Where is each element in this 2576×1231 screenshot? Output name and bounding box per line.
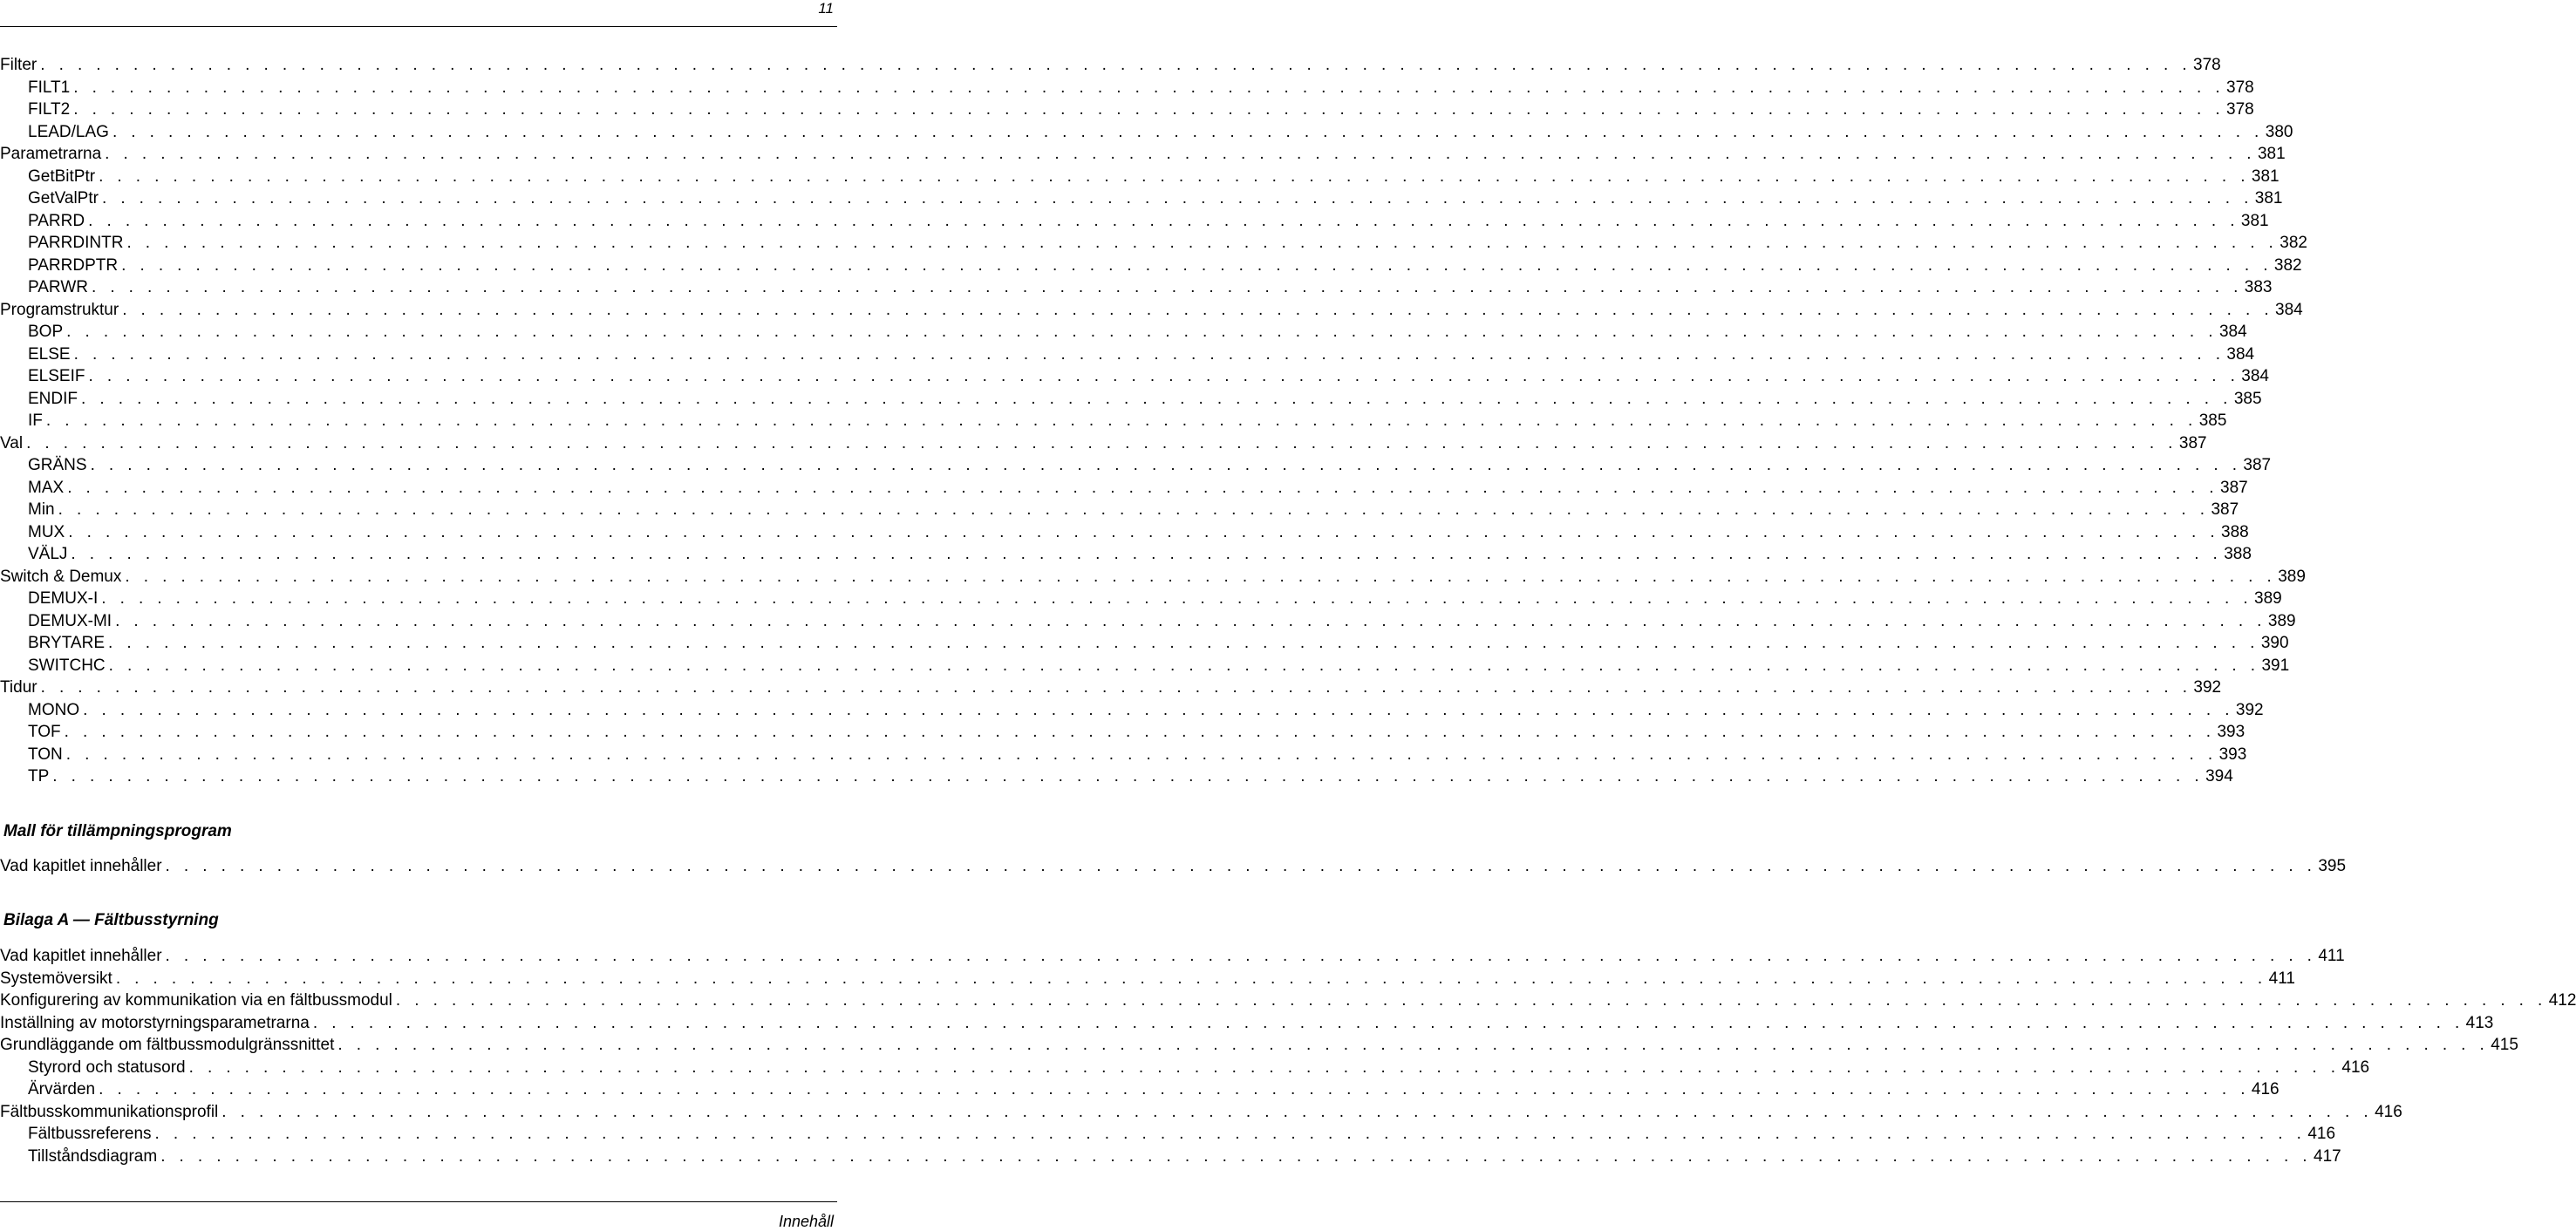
toc-entry[interactable] xyxy=(0,677,2222,699)
toc-entry[interactable] xyxy=(0,121,2293,144)
toc-entry-page: 378 xyxy=(2226,100,2254,119)
toc-entry-page: 381 xyxy=(2240,211,2269,230)
toc-entry-page: 389 xyxy=(2267,611,2296,630)
toc-bilaga-list xyxy=(0,945,2576,1167)
toc-entry-page: 412 xyxy=(2548,991,2576,1010)
toc-entry-title: PARRDPTR xyxy=(28,255,119,275)
toc-entry-page: 415 xyxy=(2491,1036,2518,1054)
toc-entry[interactable] xyxy=(0,1012,2494,1035)
toc-entry-title: PARRDINTR xyxy=(28,234,124,252)
toc-leader-dots: . . . . . . . . . . . . . . . . . . . . . . . . . . . . . . . . . . . . . . . . . . . . . . . . . . . . . . . . . . . . . . . . . . . . . . . . . . . . . . . . . . . . . . . . . . . . . . . . . . . . . . . . . . . . . . . . . . . . xyxy=(312,1013,2464,1032)
toc-entry-title: Fältbusskommunikationsprofil xyxy=(0,1102,219,1121)
toc-entry[interactable] xyxy=(0,855,2347,878)
toc-entry-page: 382 xyxy=(2273,255,2302,275)
toc-leader-dots: . . . . . . . . . . . . . . . . . . . . . . . . . . . . . . . . . . . . . . . . . . . . . . . . . . . . . . . . . . . . . . . . . . . . . . . . . . . . . . . . . . . . . . . . . . . . . . . . . . . . . . . . . . . . . . . . . . . . xyxy=(99,167,2250,186)
toc-entry-title: Min xyxy=(28,500,55,519)
toc-entry-title: Tidur xyxy=(0,678,37,697)
toc-leader-dots: . . . . . . . . . . . . . . . . . . . . . . . . . . . . . . . . . . . . . . . . . . . . . . . . . . . . . . . . . . . . . . . . . . . . . . . . . . . . . . . . . . . . . . . . . . . . . . . . . . . . . . . . . . . . . . . . . . . . xyxy=(73,100,2225,119)
toc-entry[interactable] xyxy=(0,1101,2402,1124)
toc-entry-page: 387 xyxy=(2243,456,2272,474)
toc-entry[interactable] xyxy=(0,187,2283,210)
toc-entry-title: Ärvärden xyxy=(28,1080,96,1098)
toc-leader-dots: . . . . . . . . . . . . . . . . . . . . . . . . . . . . . . . . . . . . . . . . . . . . . . . . . . . . . . . . . . . . . . . . . . . . . . . . . . . . . . . . . . . . . . . . . . . . . . . . . . . . . . . . . . . . . . . . . . . . xyxy=(105,145,2256,163)
toc-leader-dots: . . . . . . . . . . . . . . . . . . . . . . . . . . . . . . . . . . . . . . . . . . . . . . . . . . . . . . . . . . . . . . . . . . . . . . . . . . . . . . . . . . . . . . . . . . . . . . . . . . . . . . . . . . . . . . . . . . . . xyxy=(81,389,2232,408)
toc-entry[interactable] xyxy=(0,343,2255,366)
toc-entry-title: Filter xyxy=(0,56,37,74)
toc-entry-page: 413 xyxy=(2465,1013,2494,1032)
toc-entry[interactable] xyxy=(0,232,2307,255)
toc-entry-page: 381 xyxy=(2257,145,2286,163)
toc-leader-dots: . . . . . . . . . . . . . . . . . . . . . . . . . . . . . . . . . . . . . . . . . . . . . . . . . . . . . . . . . . . . . . . . . . . . . . . . . . . . . . . . . . . . . . . . . . . . . . . . . . . . . . . . . . . . . . . . . . . . xyxy=(83,700,2234,719)
toc-leader-dots: . . . . . . . . . . . . . . . . . . . . . . . . . . . . . . . . . . . . . . . . . . . . . . . . . . . . . . . . . . . . . . . . . . . . . . . . . . . . . . . . . . . . . . . . . . . . . . . . . . . . . . . . . . . . . . . . . . . . xyxy=(40,56,2192,74)
toc-entry-page: 393 xyxy=(2218,745,2247,764)
toc-leader-dots: . . . . . . . . . . . . . . . . . . . . . . . . . . . . . . . . . . . . . . . . . . . . . . . . . . . . . . . . . . . . . . . . . . . . . . . . . . . . . . . . . . . . . . . . . . . . . . . . . . . . . . . . . . . . . . . . . . . . xyxy=(221,1102,2374,1121)
toc-entry-title: Styrord och statusord xyxy=(28,1058,186,1077)
toc-entry-title: Val xyxy=(0,433,24,452)
toc-entry[interactable] xyxy=(0,588,2282,610)
toc-entry-page: 387 xyxy=(2178,433,2207,452)
toc-entry-title: Systemöversikt xyxy=(0,969,112,988)
toc-leader-dots: . . . . . . . . . . . . . . . . . . . . . . . . . . . . . . . . . . . . . . . . . . . . . . . . . . . . . . . . . . . . . . . . . . . . . . . . . . . . . . . . . . . . . . . . . . . . . . . . . . . . . . . . . . . . . . . . . . . . xyxy=(73,78,2225,97)
toc-entry[interactable] xyxy=(0,299,2303,322)
toc-entry-title: IF xyxy=(28,411,43,430)
toc-entry-page: 392 xyxy=(2193,678,2222,697)
footer-label: Innehåll xyxy=(778,1213,834,1230)
toc-entry-page: 384 xyxy=(2275,300,2303,319)
toc-entry-title: MAX xyxy=(28,478,65,497)
toc-leader-dots: . . . . . . . . . . . . . . . . . . . . . . . . . . . . . . . . . . . . . . . . . . . . . . . . . . . . . . . . . . . . . . . . . . . . . . . . . . . . . . . . . . . . . . . . . . . . . . . . . . . . . . . . . . . . . . . . . . . . xyxy=(91,278,2243,296)
toc-entry[interactable] xyxy=(0,388,2262,411)
toc-entry[interactable] xyxy=(0,521,2249,544)
toc-leader-dots: . . . . . . . . . . . . . . . . . . . . . . . . . . . . . . . . . . . . . . . . . . . . . . . . . . . . . . . . . . . . . . . . . . . . . . . . . . . . . . . . . . . . . . . . . . . . . . . . . . . . . . . . . . . . . . . . . . . . xyxy=(66,323,2218,341)
toc-leader-dots: . . . . . . . . . . . . . . . . . . . . . . . . . . . . . . . . . . . . . . . . . . . . . . . . . . . . . . . . . . . . . . . . . . . . . . . . . . . . . . . . . . . . . . . . . . . . . . . . . . . . . . . . . . . . . . . . . . . . xyxy=(67,478,2218,497)
toc-entry[interactable] xyxy=(0,1034,2518,1057)
toc-entry-title: Vad kapitlet innehåller xyxy=(0,947,162,965)
toc-entry-page: 389 xyxy=(2278,567,2306,586)
toc-entry-title: MONO xyxy=(28,700,80,719)
toc-entry-page: 390 xyxy=(2260,634,2289,652)
toc-entry-title: GetValPtr xyxy=(28,189,99,207)
toc-entry-page: 411 xyxy=(2268,969,2295,988)
toc-leader-dots: . . . . . . . . . . . . . . . . . . . . . . . . . . . . . . . . . . . . . . . . . . . . . . . . . . . . . . . . . . . . . . . . . . . . . . . . . . . . . . . . . . . . . . . . . . . . . . . . . . . . . . . . . . . . . . . . . . . . xyxy=(165,947,2317,965)
toc-entry-page: 388 xyxy=(2224,545,2252,563)
toc-leader-dots: . . . . . . . . . . . . . . . . . . . . . . . . . . . . . . . . . . . . . . . . . . . . . . . . . . . . . . . . . . . . . . . . . . . . . . . . . . . . . . . . . . . . . . . . . . . . . . . . . . . . . . . . . . . . . . . . . . . . xyxy=(99,1080,2250,1098)
toc-entry[interactable] xyxy=(0,1146,2341,1168)
toc-entry-title: BOP xyxy=(28,323,64,341)
toc-entry-page: 384 xyxy=(2241,367,2269,385)
toc-entry-title: TOF xyxy=(28,723,61,741)
toc-entry[interactable] xyxy=(0,566,2306,588)
toc-entry[interactable] xyxy=(0,210,2269,233)
toc-entry[interactable] xyxy=(0,321,2247,343)
toc-leader-dots: . . . . . . . . . . . . . . . . . . . . . . . . . . . . . . . . . . . . . . . . . . . . . . . . . . . . . . . . . . . . . . . . . . . . . . . . . . . . . . . . . . . . . . . . . . . . . . . . . . . . . . . . . . . . . . . . . . . . xyxy=(88,211,2239,230)
toc-entry-page: 381 xyxy=(2254,189,2283,207)
toc-entry[interactable] xyxy=(0,255,2302,277)
toc-leader-dots: . . . . . . . . . . . . . . . . . . . . . . . . . . . . . . . . . . . . . . . . . . . . . . . . . . . . . . . . . . . . . . . . . . . . . . . . . . . . . . . . . . . . . . . . . . . . . . . . . . . . . . . . . . . . . . . . . . . . xyxy=(65,745,2218,764)
toc-leader-dots: . . . . . . . . . . . . . . . . . . . . . . . . . . . . . . . . . . . . . . . . . . . . . . . . . . . . . . . . . . . . . . . . . . . . . . . . . . . . . . . . . . . . . . . . . . . . . . . . . . . . . . . . . . . . . . . . . . . . xyxy=(115,611,2266,630)
toc-entry-page: 385 xyxy=(2233,389,2262,408)
toc-entry-page: 411 xyxy=(2318,947,2345,965)
toc-leader-dots: . . . . . . . . . . . . . . . . . . . . . . . . . . . . . . . . . . . . . . . . . . . . . . . . . . . . . . . . . . . . . . . . . . . . . . . . . . . . . . . . . . . . . . . . . . . . . . . . . . . . . . . . . . . . . . . . . . . . xyxy=(71,545,2223,563)
toc-entry[interactable] xyxy=(0,632,2289,655)
toc-entry-title: ELSEIF xyxy=(28,367,85,385)
toc-entry-page: 392 xyxy=(2235,700,2264,719)
toc-entry[interactable] xyxy=(0,543,2252,566)
toc-entry[interactable] xyxy=(0,699,2264,722)
toc-entry-page: 384 xyxy=(2218,323,2247,341)
toc-entry-page: 385 xyxy=(2198,411,2227,430)
toc-entry[interactable] xyxy=(0,365,2269,388)
toc-entry[interactable] xyxy=(0,655,2290,677)
toc-entry[interactable] xyxy=(0,1123,2336,1146)
toc-entry-page: 384 xyxy=(2226,344,2255,364)
toc-entry-title: FILT1 xyxy=(28,78,71,97)
toc-leader-dots: . . . . . . . . . . . . . . . . . . . . . . . . . . . . . . . . . . . . . . . . . . . . . . . . . . . . . . . . . . . . . . . . . . . . . . . . . . . . . . . . . . . . . . . . . . . . . . . . . . . . . . . . . . . . . . . . . . . . xyxy=(101,189,2253,207)
toc-entry-title: TP xyxy=(28,767,50,786)
toc-entry-title: GetBitPtr xyxy=(28,167,96,186)
toc-entry[interactable] xyxy=(0,1078,2280,1101)
toc-entry-page: 391 xyxy=(2261,656,2290,675)
toc-entry-title: GRÄNS xyxy=(28,456,87,474)
toc-entry-page: 416 xyxy=(2341,1058,2370,1077)
toc-entry[interactable] xyxy=(0,410,2227,432)
toc-entry[interactable] xyxy=(0,968,2295,990)
toc-entry-title: SWITCHC xyxy=(28,656,106,675)
footer-rule xyxy=(0,1201,837,1202)
toc-entry[interactable] xyxy=(0,477,2248,500)
toc-leader-dots: . . . . . . . . . . . . . . . . . . . . . . . . . . . . . . . . . . . . . . . . . . . . . . . . . . . . . . . . . . . . . . . . . . . . . . . . . . . . . . . . . . . . . . . . . . . . . . . . . . . . . . . . . . . . . . . . . . . . xyxy=(52,767,2205,786)
toc-entry-page: 383 xyxy=(2244,278,2273,296)
toc-leader-dots: . . . . . . . . . . . . . . . . . . . . . . . . . . . . . . . . . . . . . . . . . . . . . . . . . . . . . . . . . . . . . . . . . . . . . . . . . . . . . . . . . . . . . . . . . . . . . . . . . . . . . . . . . . . . . . . . . . . . xyxy=(68,522,2220,541)
toc-leader-dots: . . . . . . . . . . . . . . . . . . . . . . . . . . . . . . . . . . . . . . . . . . . . . . . . . . . . . . . . . . . . . . . . . . . . . . . . . . . . . . . . . . . . . . . . . . . . . . . . . . . . . . . . . . . . . . . . . . . . xyxy=(154,1125,2307,1143)
toc-entry[interactable] xyxy=(0,166,2280,188)
toc-entry-title: TON xyxy=(28,745,63,764)
toc-entry-title: Inställning av motorstyrningsparametrarna xyxy=(0,1013,310,1032)
toc-entry[interactable] xyxy=(0,610,2296,633)
toc-entry-page: 387 xyxy=(2220,478,2248,497)
toc-leader-dots: . . . . . . . . . . . . . . . . . . . . . . . . . . . . . . . . . . . . . . . . . . . . . . . . . . . . . . . . . . . . . . . . . . . . . . . . . . . . . . . . . . . . . . . . . . . . . . . . . . . . . . . . . . . . . . . . . . . . xyxy=(26,433,2177,452)
toc-leader-dots: . . . . . . . . . . . . . . . . . . . . . . . . . . . . . . . . . . . . . . . . . . . . . . . . . . . . . . . . . . . . . . . . . . . . . . . . . . . . . . . . . . . . . . . . . . . . . . . . . . . . . . . . . . . . . . . . . . . . xyxy=(188,1058,2341,1077)
toc-entry[interactable] xyxy=(0,99,2254,121)
toc-entry-page: 378 xyxy=(2226,78,2254,97)
toc-leader-dots: . . . . . . . . . . . . . . . . . . . . . . . . . . . . . . . . . . . . . . . . . . . . . . . . . . . . . . . . . . . . . . . . . . . . . . . . . . . . . . . . . . . . . . . . . . . . . . . . . . . . . . . . . . . . . . . . . . . . xyxy=(45,411,2198,430)
toc-leader-dots: . . . . . . . . . . . . . . . . . . . . . . . . . . . . . . . . . . . . . . . . . . . . . . . . . . . . . . . . . . . . . . . . . . . . . . . . . . . . . . . . . . . . . . . . . . . . . . . . . . . . . . . . . . . . . . . . . . . . xyxy=(126,234,2279,252)
toc-entry-title: ELSE xyxy=(28,344,71,364)
toc-entry-title: FILT2 xyxy=(28,100,71,119)
toc-leader-dots: . . . . . . . . . . . . . . . . . . . . . . . . . . . . . . . . . . . . . . . . . . . . . . . . . . . . . . . . . . . . . . . . . . . . . . . . . . . . . . . . . . . . . . . . . . . . . . . . . . . . . . . . . . . . . . . . . . . . xyxy=(88,367,2240,385)
toc-entry-title: Tillståndsdiagram xyxy=(28,1146,158,1166)
toc-entry-page: 380 xyxy=(2265,122,2293,141)
toc-entry-title: Konfigurering av kommunikation via en fältbussmodul xyxy=(0,991,392,1010)
toc-entry-title: PARRD xyxy=(28,211,85,230)
toc-entry-page: 416 xyxy=(2375,1102,2402,1121)
toc-entry-page: 378 xyxy=(2193,56,2221,74)
toc-entry-page: 381 xyxy=(2251,167,2280,186)
toc-leader-dots: . . . . . . . . . . . . . . . . . . . . . . . . . . . . . . . . . . . . . . . . . . . . . . . . . . . . . . . . . . . . . . . . . . . . . . . . . . . . . . . . . . . . . . . . . . . . . . . . . . . . . . . . . . . . . . . . . . . . xyxy=(73,344,2225,364)
toc-entry-page: 416 xyxy=(2307,1125,2336,1143)
toc-entry[interactable] xyxy=(0,1057,2370,1079)
toc-entry-page: 417 xyxy=(2314,1146,2341,1166)
toc-entry[interactable] xyxy=(0,765,2233,788)
toc-leader-dots: . . . . . . . . . . . . . . . . . . . . . . . . . . . . . . . . . . . . . . . . . . . . . . . . . . . . . . . . . . . . . . . . . . . . . . . . . . . . . . . . . . . . . . . . . . . . . . . . . . . . . . . . . . . . . . . . . . . . xyxy=(125,567,2277,586)
toc-leader-dots: . . . . . . . . . . . . . . . . . . . . . . . . . . . . . . . . . . . . . . . . . . . . . . . . . . . . . . . . . . . . . . . . . . . . . . . . . . . . . . . . . . . . . . . . . . . . . . . . . . . . . . . . . . . . . . . . . . . . xyxy=(165,857,2317,875)
toc-leader-dots: . . . . . . . . . . . . . . . . . . . . . . . . . . . . . . . . . . . . . . . . . . . . . . . . . . . . . . . . . . . . . . . . . . . . . . . . . . . . . . . . . . . . . . . . . . . . . . . . . . . . . . . . . . . . . . . . . . . . xyxy=(121,255,2273,275)
toc-entry-title: DEMUX-I xyxy=(28,589,99,608)
toc-entry-page: 393 xyxy=(2217,723,2245,741)
page-number: 11 xyxy=(818,0,834,17)
toc-entry-page: 416 xyxy=(2251,1080,2280,1098)
toc-entry[interactable] xyxy=(0,990,2576,1012)
toc-mall-list xyxy=(0,855,2347,878)
toc-leader-dots: . . . . . . . . . . . . . . . . . . . . . . . . . . . . . . . . . . . . . . . . . . . . . . . . . . . . . . . . . . . . . . . . . . . . . . . . . . . . . . . . . . . . . . . . . . . . . . . . . . . . . . . . . . . . . . . . . . . . xyxy=(40,678,2192,697)
toc-entry-page: 389 xyxy=(2254,589,2282,608)
toc-entry-page: 382 xyxy=(2280,234,2307,252)
toc-entry[interactable] xyxy=(0,432,2207,455)
toc-entry-title: VÄLJ xyxy=(28,545,68,563)
toc-leader-dots: . . . . . . . . . . . . . . . . . . . . . . . . . . . . . . . . . . . . . . . . . . . . . . . . . . . . . . . . . . . . . . . . . . . . . . . . . . . . . . . . . . . . . . . . . . . . . . . . . . . . . . . . . . . . . . . . . . . . xyxy=(108,656,2260,675)
toc-leader-dots: . . . . . . . . . . . . . . . . . . . . . . . . . . . . . . . . . . . . . . . . . . . . . . . . . . . . . . . . . . . . . . . . . . . . . . . . . . . . . . . . . . . . . . . . . . . . . . . . . . . . . . . . . . . . . . . . . . . . xyxy=(64,723,2216,741)
toc-entry-title: PARWR xyxy=(28,278,88,296)
toc-entry[interactable] xyxy=(0,945,2345,968)
toc-entry[interactable] xyxy=(0,744,2247,766)
toc-leader-dots: . . . . . . . . . . . . . . . . . . . . . . . . . . . . . . . . . . . . . . . . . . . . . . . . . . . . . . . . . . . . . . . . . . . . . . . . . . . . . . . . . . . . . . . . . . . . . . . . . . . . . . . . . . . . . . . . . . . . xyxy=(90,456,2242,474)
toc-leader-dots: . . . . . . . . . . . . . . . . . . . . . . . . . . . . . . . . . . . . . . . . . . . . . . . . . . . . . . . . . . . . . . . . . . . . . . . . . . . . . . . . . . . . . . . . . . . . . . . . . . . . . . . . . . . . . . . . . . . . xyxy=(108,634,2259,652)
toc-entry[interactable] xyxy=(0,454,2272,477)
section-heading-bilaga: Bilaga A — Fältbusstyrning xyxy=(3,911,219,929)
toc-leader-dots: . . . . . . . . . . . . . . . . . . . . . . . . . . . . . . . . . . . . . . . . . . . . . . . . . . . . . . . . . . . . . . . . . . . . . . . . . . . . . . . . . . . . . . . . . . . . . . . . . . . . . . . . . . . . . . . . . . . . xyxy=(115,969,2267,988)
toc-leader-dots: . . . . . . . . . . . . . . . . . . . . . . . . . . . . . . . . . . . . . . . . . . . . . . . . . . . . . . . . . . . . . . . . . . . . . . . . . . . . . . . . . . . . . . . . . . . . . . . . . . . . . . . . . . . . . . . . . . . . xyxy=(337,1036,2490,1054)
toc-entry-title: LEAD/LAG xyxy=(28,122,109,141)
toc-entry-page: 387 xyxy=(2211,500,2239,519)
toc-entry[interactable] xyxy=(0,77,2254,99)
toc-leader-dots: . . . . . . . . . . . . . . . . . . . . . . . . . . . . . . . . . . . . . . . . . . . . . . . . . . . . . . . . . . . . . . . . . . . . . . . . . . . . . . . . . . . . . . . . . . . . . . . . . . . . . . . . . . . . . . . . . . . . xyxy=(395,991,2547,1010)
header-rule xyxy=(0,26,837,27)
toc-entry-title: Vad kapitlet innehåller xyxy=(0,857,162,875)
toc-entry-page: 388 xyxy=(2221,522,2249,541)
toc-entry-title: Parametrarna xyxy=(0,145,102,163)
toc-entry-page: 395 xyxy=(2318,857,2347,875)
toc-entry[interactable] xyxy=(0,276,2273,299)
toc-entry-title: Grundläggande om fältbussmodulgränssnittet xyxy=(0,1036,335,1054)
toc-entry-page: 394 xyxy=(2205,767,2233,786)
toc-main-list xyxy=(0,54,2307,788)
toc-entry-title: MUX xyxy=(28,522,65,541)
toc-entry-title: BRYTARE xyxy=(28,634,105,652)
toc-entry-title: Switch & Demux xyxy=(0,567,122,586)
toc-entry[interactable] xyxy=(0,721,2245,744)
toc-leader-dots: . . . . . . . . . . . . . . . . . . . . . . . . . . . . . . . . . . . . . . . . . . . . . . . . . . . . . . . . . . . . . . . . . . . . . . . . . . . . . . . . . . . . . . . . . . . . . . . . . . . . . . . . . . . . . . . . . . . . xyxy=(112,122,2264,141)
toc-leader-dots: . . . . . . . . . . . . . . . . . . . . . . . . . . . . . . . . . . . . . . . . . . . . . . . . . . . . . . . . . . . . . . . . . . . . . . . . . . . . . . . . . . . . . . . . . . . . . . . . . . . . . . . . . . . . . . . . . . . . xyxy=(122,300,2274,319)
toc-entry-title: Programstruktur xyxy=(0,300,119,319)
toc-entry[interactable] xyxy=(0,54,2221,77)
toc-entry-title: ENDIF xyxy=(28,389,78,408)
toc-leader-dots: . . . . . . . . . . . . . . . . . . . . . . . . . . . . . . . . . . . . . . . . . . . . . . . . . . . . . . . . . . . . . . . . . . . . . . . . . . . . . . . . . . . . . . . . . . . . . . . . . . . . . . . . . . . . . . . . . . . . xyxy=(101,589,2253,608)
toc-leader-dots: . . . . . . . . . . . . . . . . . . . . . . . . . . . . . . . . . . . . . . . . . . . . . . . . . . . . . . . . . . . . . . . . . . . . . . . . . . . . . . . . . . . . . . . . . . . . . . . . . . . . . . . . . . . . . . . . . . . . xyxy=(58,500,2210,519)
toc-leader-dots: . . . . . . . . . . . . . . . . . . . . . . . . . . . . . . . . . . . . . . . . . . . . . . . . . . . . . . . . . . . . . . . . . . . . . . . . . . . . . . . . . . . . . . . . . . . . . . . . . . . . . . . . . . . . . . . . . . . . xyxy=(160,1146,2312,1166)
toc-entry-title: DEMUX-MI xyxy=(28,611,112,630)
section-heading-mall: Mall för tillämpningsprogram xyxy=(3,822,232,840)
toc-entry[interactable] xyxy=(0,499,2239,521)
toc-entry[interactable] xyxy=(0,143,2286,166)
toc-entry-title: Fältbussreferens xyxy=(28,1125,152,1143)
